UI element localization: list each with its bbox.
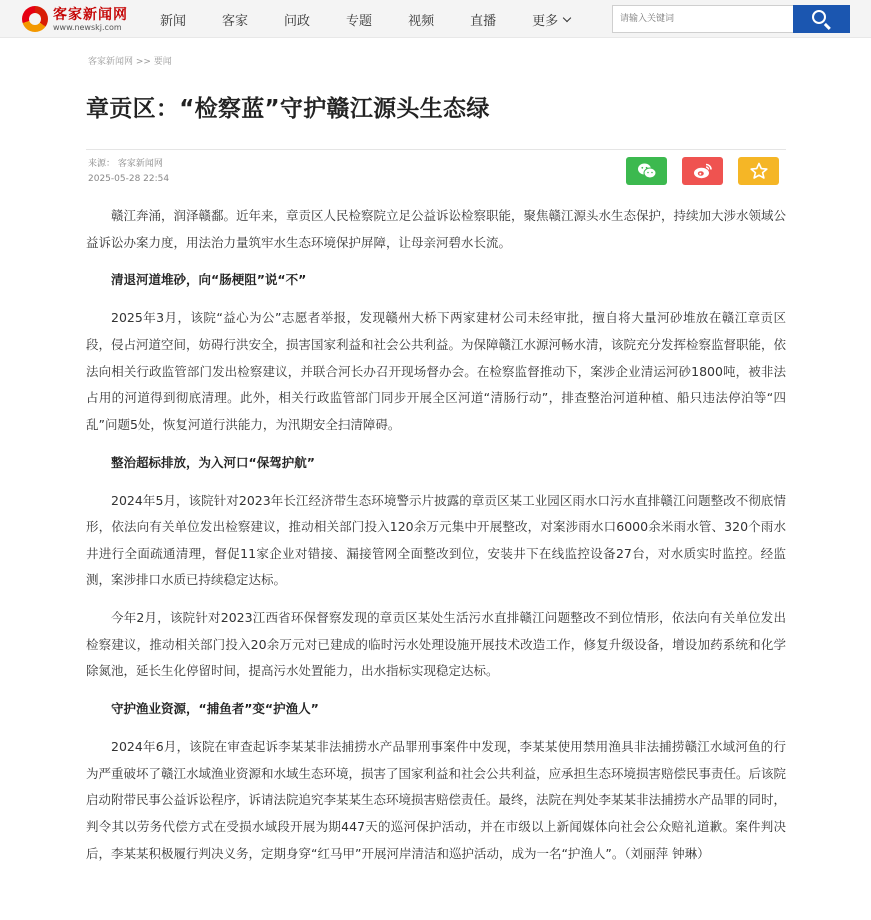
article-subheading: 整治超标排放，为入河口“保驾护航” xyxy=(111,454,315,470)
article-meta xyxy=(88,157,169,187)
star-icon xyxy=(749,162,769,180)
search-input[interactable] xyxy=(612,5,793,33)
search-box xyxy=(612,5,850,33)
weibo-icon xyxy=(693,162,713,180)
article-paragraph: 2024年6月，该院在审查起诉李某某非法捕捞水产品罪刑事案件中发现，李某某使用禁用渔具非法捕捞赣江水域河鱼的行为严重破坏了赣江水域渔业资源和水域生态环境，损害了国家利益和社会公共利益，应承担生态环境损害赔偿民事责任。后该院启动附带民事公益诉讼程序，诉请法院追究李某某生态环境损害赔偿责任。最终，法院在判处李某某非法捕捞水产品罪的同时，判令其以劳务代偿方式在受损水域段开展为期447天的巡河保护活动，并在市级以上新闻媒体向社会公众赔礼道歉。案件判决后，李某某积极履行判决义务，定期身穿“红马甲”开展河岸清洁和巡护活动，成为一名“护渔人”。（刘丽萍 钟琳） xyxy=(86,739,787,861)
nav-more-dropdown[interactable] xyxy=(532,10,570,29)
article-paragraph: 2024年5月，该院针对2023年长江经济带生态环境警示片披露的章贡区某工业园区雨水口污水直排赣江问题整改不彻底情形，依法向有关单位发出检察建议，推动相关部门投入120余万元集中开展整改，对案涉雨水口6000余米雨水管、320个雨水井进行全面疏通清理，督促11家企业对错接、漏接管网全面整改到位，安装井下在线监控设备27台，对水质实时监控。经监测，案涉排口水质已持续稳定达标。 xyxy=(86,492,786,588)
main-nav xyxy=(160,0,570,38)
article-source: 来源： 客家新闻网 xyxy=(88,159,163,169)
nav-item-news[interactable]: 新闻 xyxy=(160,13,187,29)
nav-item-live[interactable]: 直播 xyxy=(470,13,497,29)
article-subheading: 守护渔业资源，“捕鱼者”变“护渔人” xyxy=(111,701,319,717)
article-paragraph: 赣江奔涌，润泽赣鄱。近年来，章贡区人民检察院立足公益诉讼检察职能，聚焦赣江源头水生态保护，持续加大涉水领域公益诉讼办案力度，用法治力量筑牢水生态环境保护屏障，让母亲河碧水长流。 xyxy=(86,208,787,250)
logo-url: www.newskj.com xyxy=(53,22,122,32)
nav-item-topics[interactable]: 专题 xyxy=(346,13,373,29)
share-weibo-button[interactable] xyxy=(682,157,723,185)
article-subheading: 清退河道堆砂，向“肠梗阻”说“不” xyxy=(111,272,307,288)
search-icon xyxy=(812,10,826,24)
article-body xyxy=(86,203,786,878)
breadcrumb[interactable]: 客家新闻网 >> 要闻 xyxy=(88,57,172,67)
logo-text xyxy=(53,7,128,32)
chevron-down-icon xyxy=(563,13,571,21)
site-logo[interactable] xyxy=(22,4,132,34)
wechat-icon xyxy=(637,162,657,180)
nav-item-inquiry[interactable]: 问政 xyxy=(284,13,311,29)
favorite-button[interactable] xyxy=(738,157,779,185)
share-wechat-button[interactable] xyxy=(626,157,667,185)
nav-item-hakka[interactable]: 客家 xyxy=(222,13,249,29)
logo-icon xyxy=(22,6,48,32)
article-title: 章贡区：“检察蓝”守护赣江源头生态绿 xyxy=(86,96,490,122)
article-date: 2025-05-28 22:54 xyxy=(88,174,170,184)
top-navigation-bar xyxy=(0,0,871,38)
article-paragraph: 2025年3月，该院“益心为公”志愿者举报，发现赣州大桥下两家建材公司未经审批，擅自将大量河砂堆放在赣江章贡区段，侵占河道空间，妨碍行洪安全，损害国家利益和社会公共利益。为保障赣江水源河畅水清，该院充分发挥检察监督职能，依法向相关行政监管部门发出检察建议，并联合河长办召开现场督办会。在检察监督推动下，案涉企业清运河砂1800吨，被非法占用的河道得到彻底清理。此外，相关行政监管部门同步开展全区河道“清肠行动”，排查整治河道种植、船只违法停泊等“四乱”问题5处，恢复河道行洪能力，为汛期安全扫清障碍。 xyxy=(86,310,787,432)
nav-more-label: 更多 xyxy=(532,13,559,29)
article-paragraph: 今年2月，该院针对2023江西省环保督察发现的章贡区某处生活污水直排赣江问题整改不到位情形，依法向有关单位发出检察建议，推动相关部门投入20余万元对已建成的临时污水处理设施开展技术改造工作，修复升级设备，增设加药系统和化学除氮池，延长生化停留时间，提高污水处置能力，出水指标实现稳定达标。 xyxy=(86,610,786,679)
logo-name: 客家新闻网 xyxy=(53,6,128,23)
title-divider xyxy=(86,149,786,150)
nav-item-video[interactable]: 视频 xyxy=(408,13,435,29)
search-button[interactable] xyxy=(793,5,850,33)
